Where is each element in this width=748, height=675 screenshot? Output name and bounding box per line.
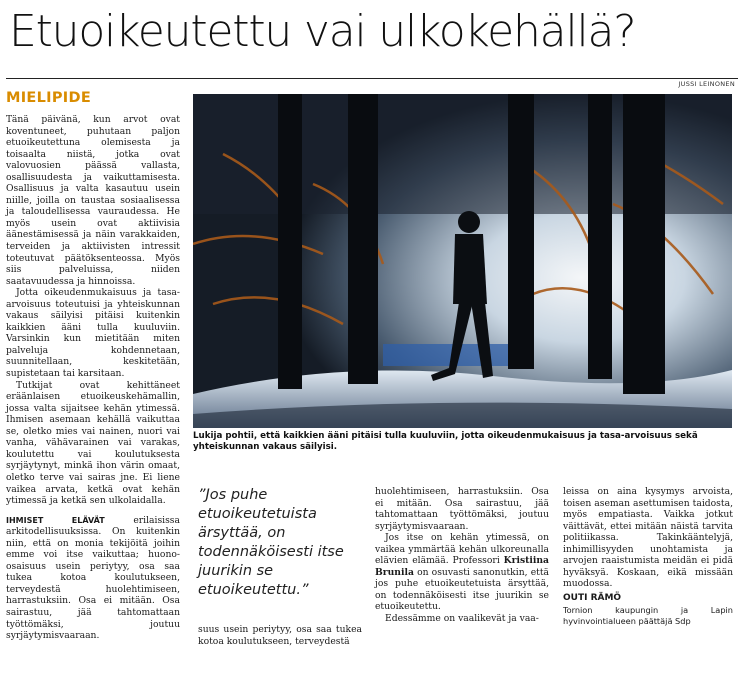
body-paragraph-continued: leissa on aina kysymys arvoista, toisen aseman asettumisen taidosta, myös empatiasta. Vaikka jotkut väittävät, ettei mitään näistä tarvita politiikassa. Takinkääntelyjä, inhimillisyyden unohtamista ja arvojen raaistumista meidän ei pidä hyväksyä. Koskaan, eikä missään muodossa. (563, 486, 733, 590)
headline-rule (6, 78, 738, 79)
body-column-2-tail (198, 624, 362, 647)
body-column-3 (375, 486, 549, 625)
paragraph-text: erilaisissa arkitodellisuuksissa. On kuitenkin niin, että on monia tekijöitä joihin emme voi itse vaikuttaa; huono-osaisuus usein periytyy, osa saa tukea kotoa koulutukseen, terveydestä huolehtimiseen, harrastuksiin. Osa ei mitään. Osa sairastuu, jää tahtomattaan työttömäksi, joutuu syrjäytymisvaaraan. (6, 514, 181, 642)
body-paragraph: Edessämme on vaalikevät ja vaa- (385, 613, 539, 625)
body-paragraph-continued: suus usein periytyy, osa saa tukea kotoa koulutukseen, terveydestä (198, 624, 362, 647)
section-label: MIELIPIDE (6, 90, 92, 106)
body-paragraph: Tutkijat ovat kehittäneet eräänlaisen etuoikeuskehämallin, jossa valta sijaitsee kehän ytimessä. Ihmisen asemaan kehällä vaikuttaa se, oletko mies vai nainen, nuori vai vanha, vähävarainen vai varakas, koulutettu vai koulutuksesta syrjäytynyt, minkä ihon värin omaat, oletko terve vai sairas jne. Ei liene vaikea arvata, ketkä ovat kehän ytimessä ja ketkä sen ulkolaidalla. (6, 379, 180, 507)
author-name: OUTI RÄMÖ (563, 592, 622, 603)
quoted-person-name: Kristiina Brunila (375, 555, 549, 578)
body-paragraph-continued: huolehtimiseen, harrastuksiin. Osa ei mitään. Osa sairastuu, jää tahtomattaan työttömäksi, joutuu syrjäytymisvaaraan. (375, 486, 549, 532)
body-paragraph: Jotta oikeudenmukaisuus ja tasa-arvoisuus toteutuisi ja yhteiskunnan vakaus säilyisi pitäisi kuitenkin kaikkien ääni tulla kuuluviin. Varsinkin kun mietitään miten palveluja kohdennetaan, suunnitellaan, keskitetään, supistetaan tai karsitaan. (6, 287, 180, 380)
forest-walker-photo (193, 94, 732, 428)
body-paragraph: Tänä päivänä, kun arvot ovat koventuneet, puhutaan paljon etuoikeutettuna olemisesta ja toisaalta niistä, jotka ovat valovuosien päässä vallasta, osallisuudesta ja vaikuttamisesta. Osallisuus ja valta kasautuu usein niille, joilla on taustaa sosiaalisessa ja taloudellisessa vauraudessa. He myös usein ovat aktiivisia äänestämisessä ja näin varakkaiden, terveiden ja aktiivisten intressit toteutuvat päätöksenteossa. Myös siis palveluissa, niiden saatavuudessa ja hinnoissa. (6, 114, 180, 287)
article-headline: Etuoikeutettu vai ulkokehällä? (9, 6, 636, 57)
body-paragraph (6, 515, 180, 642)
photo-credit: JUSSI LEINONEN (678, 80, 735, 88)
body-column-4 (563, 486, 733, 627)
body-paragraph: Jos itse on kehän ytimessä, on vaikea ymmärtää kehän ulkoreunalla elävien elämää. Professori Kristiina Brunila on osuvasti sanonutkin, että jos puhe etuoikeutetuista ärsyttää, on todennäköisesti itse juurikin se etuoikeutettu. (375, 532, 549, 613)
pull-quote: ”Jos puhe etuoikeutetuista ärsyttää, on todennäköisesti itse juurikin se etuoikeutettu.” (198, 487, 344, 598)
paragraph-lead-in: IHMISET ELÄVÄT (6, 515, 105, 525)
author-description: Tornion kaupungin ja Lapin hyvinvointialueen päättäjä Sdp (563, 605, 733, 627)
article-photo (193, 94, 732, 428)
photo-caption: Lukija pohtii, että kaikkien ääni pitäisi tulla kuuluviin, jotta oikeudenmukaisuus ja tasa-arvoisuus sekä yhteiskunnan vakaus säilyisi. (193, 431, 698, 453)
body-column-1 (6, 114, 180, 642)
